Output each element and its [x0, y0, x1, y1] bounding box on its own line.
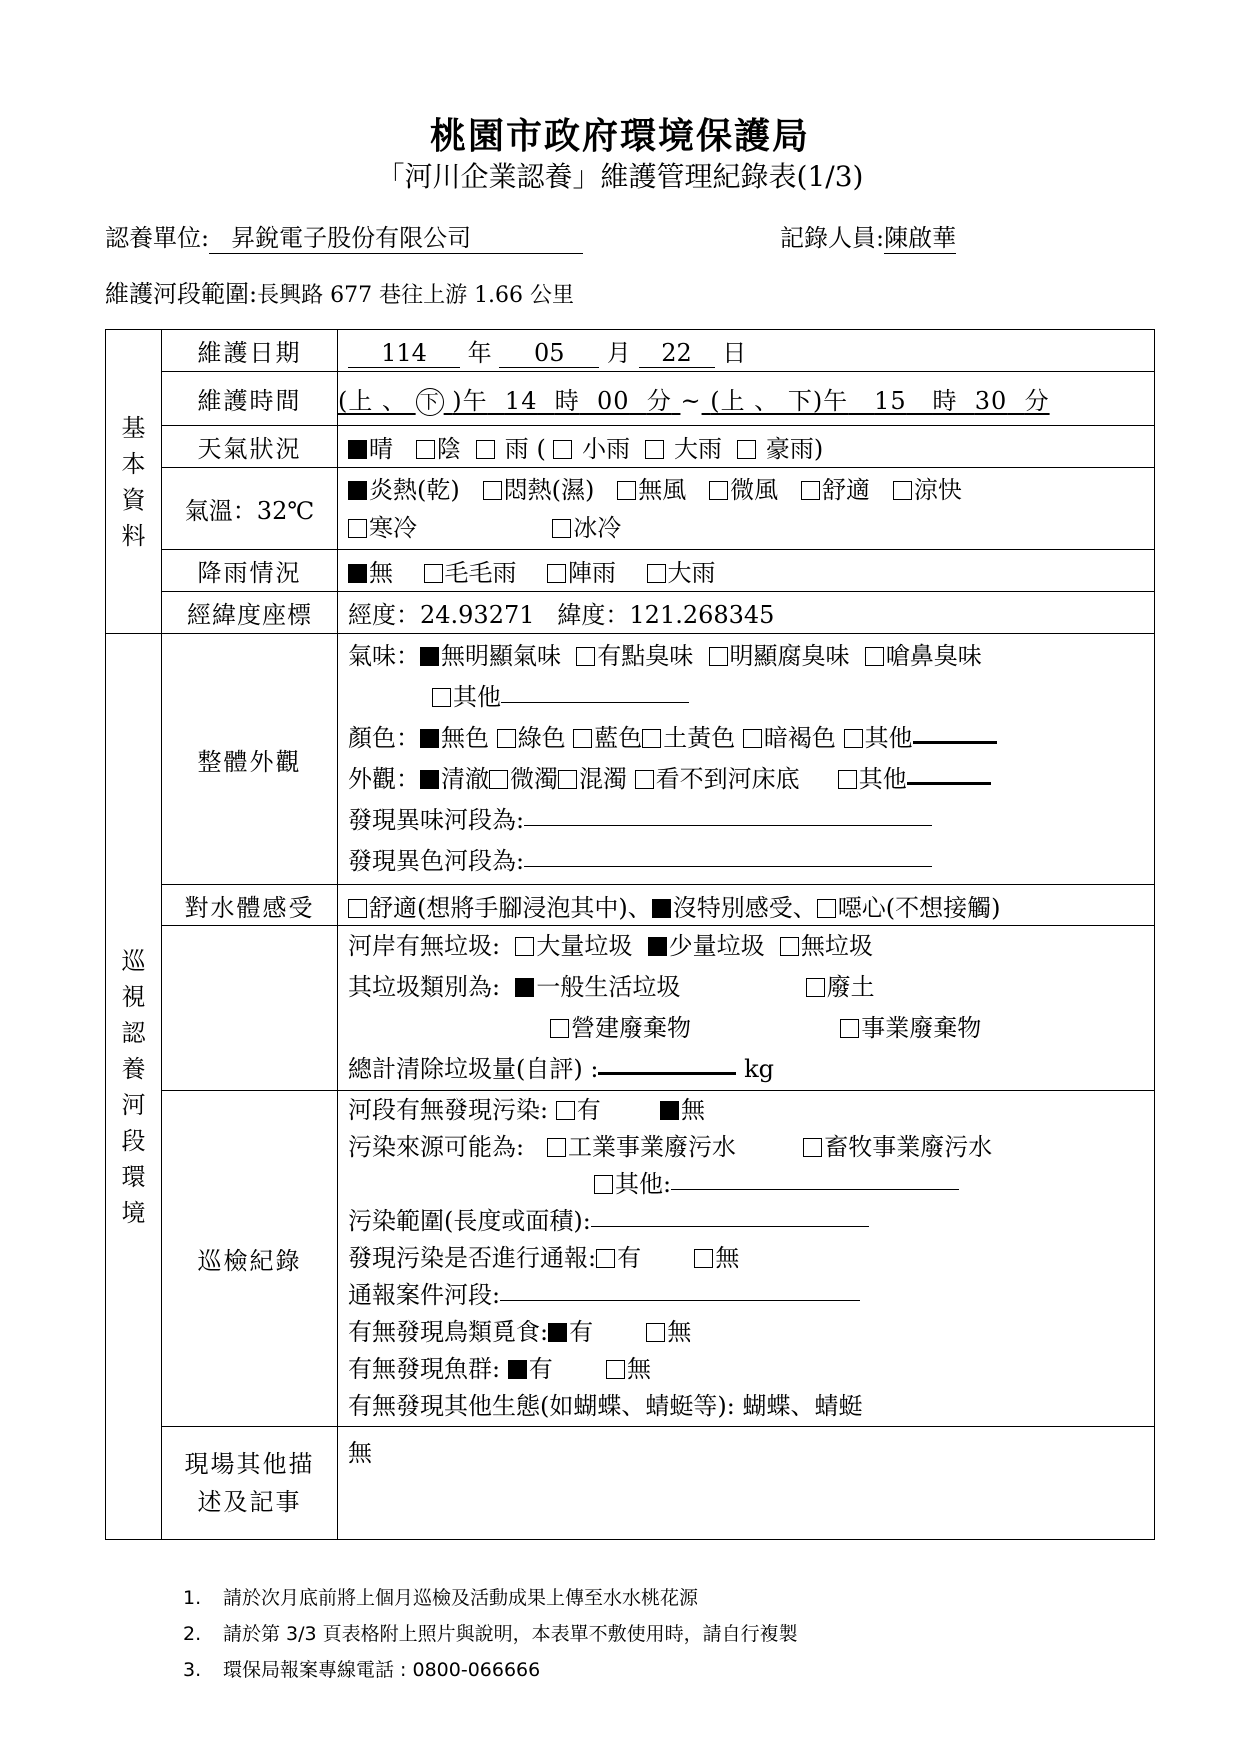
birds-yes-checkbox[interactable]	[548, 1323, 567, 1342]
rainfall-label: 降雨情況	[162, 550, 338, 592]
end-minute: 30	[974, 387, 1008, 415]
temperature-options: 炎熱(乾) 悶熱(濕) 無風 微風 舒適 涼快 寒冷 冰冷	[338, 468, 1155, 550]
inspection-row	[106, 1091, 1155, 1427]
green-checkbox[interactable]	[497, 729, 516, 748]
little-garbage-checkbox[interactable]	[648, 937, 667, 956]
weather-sunny-checkbox[interactable]	[348, 440, 367, 459]
drizzle-checkbox[interactable]	[424, 564, 443, 583]
light-rain-checkbox[interactable]	[553, 440, 572, 459]
livestock-wastewater-checkbox[interactable]	[803, 1138, 822, 1157]
heavy-rain-checkbox[interactable]	[645, 440, 664, 459]
appearance-row	[106, 634, 1155, 885]
fish-no-checkbox[interactable]	[606, 1360, 625, 1379]
note-item: 1. 請於次月底前將上個月巡檢及活動成果上傳至水水桃花源	[183, 1587, 699, 1609]
date-year: 114	[348, 339, 460, 368]
rotten-odor-checkbox[interactable]	[709, 647, 728, 666]
pungent-odor-checkbox[interactable]	[865, 647, 884, 666]
pollution-yes-checkbox[interactable]	[556, 1101, 575, 1120]
household-garbage-checkbox[interactable]	[515, 978, 534, 997]
inspection-label: 巡檢紀錄	[162, 1091, 338, 1427]
breeze-checkbox[interactable]	[709, 481, 728, 500]
date-label: 維護日期	[162, 330, 338, 372]
coords-row	[106, 592, 1155, 634]
weather-row	[106, 426, 1155, 468]
other-wildlife-value: 蝴蝶、蜻蜓	[742, 1392, 863, 1420]
appearance-label: 整體外觀	[162, 634, 338, 885]
shower-checkbox[interactable]	[547, 564, 566, 583]
coords-value: 經度：24.93271 緯度：121.268345	[338, 592, 1155, 634]
river-range-row	[105, 274, 574, 309]
pollution-no-checkbox[interactable]	[660, 1101, 679, 1120]
case-section-field[interactable]	[500, 1286, 860, 1301]
time-row	[106, 372, 1155, 426]
source-other-field[interactable]	[671, 1175, 959, 1190]
appearance-details: 氣味： 無明顯氣味 有點臭味 明顯腐臭味 嗆鼻臭味 其他 顏色： 無色 綠色 藍色 土黃色 暗褐色 其他 外觀： 清澈 微濁 混濁 看不到河床底 其他 發現異味河段為: 發現異色河段為:	[338, 634, 1155, 885]
no-riverbed-checkbox[interactable]	[635, 770, 654, 789]
look-other-field[interactable]	[907, 768, 991, 785]
start-minute: 00	[597, 387, 630, 415]
dark-brown-checkbox[interactable]	[743, 729, 762, 748]
remarks-label: 現場其他描 述及記事	[162, 1427, 338, 1540]
end-hour: 15	[874, 387, 907, 415]
recorder-value: 陳啟華	[884, 218, 956, 254]
soil-waste-checkbox[interactable]	[806, 978, 825, 997]
much-garbage-checkbox[interactable]	[515, 937, 534, 956]
odor-other-field[interactable]	[501, 688, 689, 703]
time-label: 維護時間	[162, 372, 338, 426]
weather-rain-checkbox[interactable]	[476, 440, 495, 459]
rainfall-options: 無 毛毛雨 陣雨 大雨	[338, 550, 1155, 592]
date-month: 05	[499, 339, 599, 368]
color-other-field[interactable]	[913, 727, 997, 744]
birds-no-checkbox[interactable]	[646, 1323, 665, 1342]
odor-section-field[interactable]	[524, 811, 932, 826]
temperature-label: 氣溫：32℃	[162, 468, 338, 550]
adopter-label: 認養單位:	[105, 224, 210, 252]
cool-checkbox[interactable]	[893, 481, 912, 500]
yellow-brown-checkbox[interactable]	[642, 729, 661, 748]
no-feeling-checkbox[interactable]	[652, 899, 671, 918]
cold-checkbox[interactable]	[348, 519, 367, 538]
slightly-turbid-checkbox[interactable]	[489, 770, 508, 789]
section-basic-info: 基 本 資 料	[106, 330, 162, 634]
rainfall-row	[106, 550, 1155, 592]
reported-no-checkbox[interactable]	[694, 1249, 713, 1268]
rainfall-none-checkbox[interactable]	[348, 564, 367, 583]
weather-options: 晴 陰 雨 ( 小雨 大雨 豪雨)	[338, 426, 1155, 468]
slight-odor-checkbox[interactable]	[576, 647, 595, 666]
feeling-row	[106, 885, 1155, 926]
note-item: 2. 請於第 3/3 頁表格附上照片與說明，本表單不敷使用時，請自行複製	[183, 1623, 798, 1645]
recorder-label: 記錄人員:	[780, 224, 885, 252]
industrial-waste-checkbox[interactable]	[840, 1019, 859, 1038]
date-day: 22	[639, 339, 715, 368]
color-other-checkbox[interactable]	[844, 729, 863, 748]
freezing-checkbox[interactable]	[552, 519, 571, 538]
note-item: 3. 環保局報案專線電話 : 0800-066666	[183, 1659, 541, 1681]
color-section-field[interactable]	[524, 852, 932, 867]
comfortable-touch-checkbox[interactable]	[348, 899, 367, 918]
section-patrol-environment: 巡 視 認 養 河 段 環 境	[106, 634, 162, 1540]
coords-label: 經緯度座標	[162, 592, 338, 634]
pollution-range-field[interactable]	[591, 1212, 869, 1227]
reported-yes-checkbox[interactable]	[596, 1249, 615, 1268]
disgusting-checkbox[interactable]	[817, 899, 836, 918]
date-value: 114 年 05 月 22 日	[338, 330, 1155, 372]
maintenance-record-table	[105, 329, 1155, 1540]
source-other-checkbox[interactable]	[594, 1175, 613, 1194]
rainfall-heavy-checkbox[interactable]	[647, 564, 666, 583]
adopter-value: 昇銳電子股份有限公司	[209, 218, 583, 254]
adopter-row	[105, 218, 583, 254]
industrial-wastewater-checkbox[interactable]	[547, 1138, 566, 1157]
turbid-checkbox[interactable]	[558, 770, 577, 789]
odor-other-checkbox[interactable]	[432, 688, 451, 707]
date-row	[106, 330, 1155, 372]
no-odor-checkbox[interactable]	[420, 647, 439, 666]
torrential-rain-checkbox[interactable]	[737, 440, 756, 459]
remarks-value: 無	[338, 1427, 1155, 1540]
river-range-value: 長興路 677 巷往上游 1.66 公里	[257, 283, 575, 308]
colorless-checkbox[interactable]	[420, 729, 439, 748]
recorder-row	[780, 218, 956, 254]
hot-dry-checkbox[interactable]	[348, 481, 367, 500]
feeling-options: 舒適(想將手腳浸泡其中)、 沒特別感受、 噁心(不想接觸)	[338, 885, 1155, 926]
inspection-details: 河段有無發現污染: 有 無 污染來源可能為: 工業事業廢污水 畜牧事業廢污水 其他: 污染範圍(長度或面積): 發現污染是否進行通報: 有 無 通報案件河段: 有無發現鳥類覓食: 有 無 有無發現魚群: 有 無 有無發現其他生態(如蝴蝶、蜻蜓等): 蝴蝶、蜻蜓	[338, 1091, 1155, 1427]
construction-waste-checkbox[interactable]	[550, 1019, 569, 1038]
humid-checkbox[interactable]	[483, 481, 502, 500]
time-value: (上 、 下 )午 14 時 00 分 ~ (上 、 下)午 15 時 30 分	[338, 372, 1155, 426]
document-title: 桃園市政府環境保護局	[429, 115, 810, 157]
remarks-row	[106, 1427, 1155, 1540]
temperature-row	[106, 468, 1155, 550]
blue-checkbox[interactable]	[573, 729, 592, 748]
garbage-total-field[interactable]	[598, 1058, 736, 1075]
footer-notes	[183, 1580, 798, 1688]
look-other-checkbox[interactable]	[838, 770, 857, 789]
clear-checkbox[interactable]	[420, 770, 439, 789]
fish-yes-checkbox[interactable]	[508, 1360, 527, 1379]
garbage-label-cell	[162, 926, 338, 1091]
afternoon-selected-mark: 下	[416, 388, 444, 416]
start-hour: 14	[504, 387, 538, 415]
comfortable-checkbox[interactable]	[801, 481, 820, 500]
river-range-label: 維護河段範圍:	[105, 280, 258, 308]
weather-label: 天氣狀況	[162, 426, 338, 468]
no-wind-checkbox[interactable]	[617, 481, 636, 500]
document-subtitle: 「河川企業認養」維護管理紀錄表(1/3)	[376, 160, 864, 193]
garbage-row	[106, 926, 1155, 1091]
feeling-label: 對水體感受	[162, 885, 338, 926]
garbage-details: 河岸有無垃圾: 大量垃圾 少量垃圾 無垃圾 其垃圾類別為: 一般生活垃圾 廢土 營建廢棄物 事業廢棄物 總計清除垃圾量(自評) : kg	[338, 926, 1155, 1091]
no-garbage-checkbox[interactable]	[780, 937, 799, 956]
weather-cloudy-checkbox[interactable]	[416, 440, 435, 459]
